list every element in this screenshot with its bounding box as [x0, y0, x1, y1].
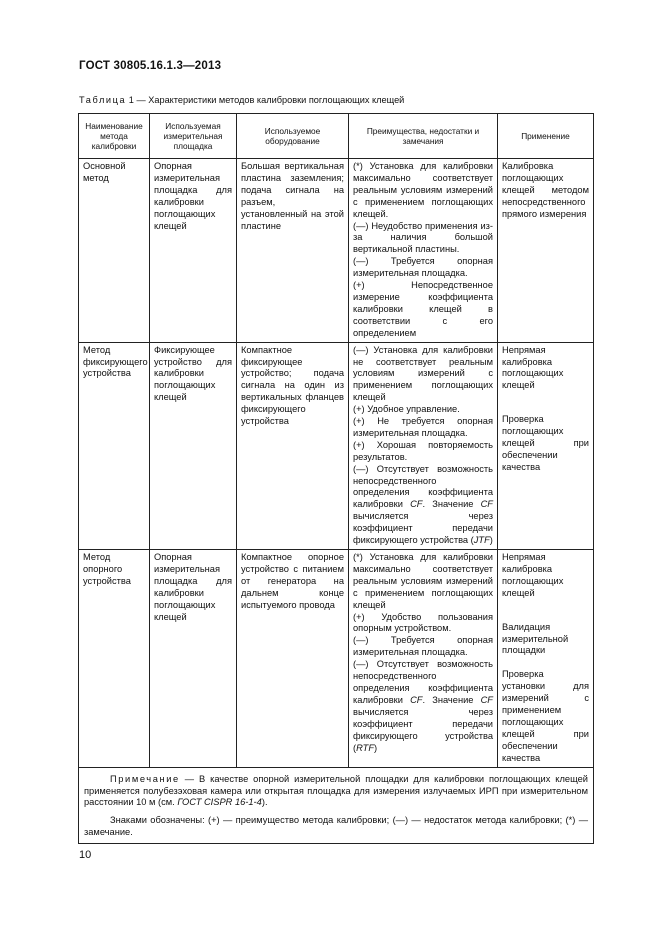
application-cell — [498, 550, 594, 768]
equipment-cell: Большая вертикальная пластина заземления; подача сигнала на разъем, установленный на этой пластине — [237, 159, 349, 343]
remarks-cell — [349, 550, 498, 768]
equipment-cell: Компактное фиксирующее устройство; подача сигнала на один из вертикальных фланцев фиксирующего устройства — [237, 342, 349, 549]
column-header: Используемое оборудование — [237, 114, 349, 159]
table-header-row — [79, 114, 594, 159]
column-header: Используемая измерительная площадка — [150, 114, 237, 159]
remark-item: (—) Установка для калибровки не соответствует реальным условиям измерений с применением поглощающих клещей — [353, 344, 493, 403]
application-item: Непрямая калибровка поглощающих клещей — [502, 552, 564, 598]
remark-item: (+) Не требуется опорная измерительная площадка. — [353, 416, 493, 438]
column-header: Преимущества, недостатки и замечания — [349, 114, 498, 159]
remark-item: (*) Установка для калибровки максимально соответствует реальным условиям измерений с применением поглощающих клещей — [353, 552, 493, 610]
method-cell: Основной метод — [79, 159, 150, 343]
abbreviation: CF — [480, 694, 493, 705]
abbreviation: JTF — [473, 535, 490, 546]
application-item: Калибровка поглощающих клещей методом непосредственного прямого измерения — [502, 161, 589, 219]
site-cell: Опорная измерительная площадка для калибровки поглощающих клещей — [150, 159, 237, 343]
page-number: 10 — [79, 849, 92, 861]
remark-item: (*) Установка для калибровки максимально соответствует реальным условиям измерений с применением поглощающих клещей. — [353, 161, 493, 219]
caption-dash: — — [133, 95, 149, 105]
equipment-cell: Компактное опорное устройство с питанием от генератора на дальнем конце испытуемого провода — [237, 550, 349, 768]
method-cell: Метод опорного устройства — [79, 550, 150, 768]
application-cell — [498, 159, 594, 343]
document-code: ГОСТ 30805.16.1.3—2013 — [79, 60, 222, 72]
calibration-methods-table — [78, 113, 594, 844]
abbreviation: RTF — [356, 742, 375, 753]
site-cell: Фиксирующее устройство для калибровки поглощающих клещей — [150, 342, 237, 549]
application-item: Валидация измерительной площадки — [502, 621, 569, 656]
remark-item: (+) Удобство пользования опорным устройством. — [353, 611, 493, 634]
remark-item: (—) Требуется опорная измерительная площадка. — [353, 635, 493, 658]
remarks-cell — [349, 159, 498, 343]
table-row — [79, 159, 594, 343]
note-cell — [79, 767, 594, 844]
application-item: Проверка поглощающих клещей при обеспечении качества — [502, 414, 589, 472]
remark-item: (—) Отсутствует возможность непосредственного определения коэффициента калибровки CF. Значение CF вычисляется через коэффициент передачи фиксирующего устройства (JTF) — [353, 463, 493, 546]
remark-item: (—) Требуется опорная измерительная площадка. — [353, 256, 493, 279]
site-cell: Опорная измерительная площадка для калибровки поглощающих клещей — [150, 550, 237, 768]
method-cell: Метод фиксирующего устройства — [79, 342, 150, 549]
remark-item: (+) Удобное управление. — [353, 404, 460, 415]
column-header: Наименование метода калибровки — [79, 114, 150, 159]
table-row — [79, 342, 594, 549]
note-text-end: ). — [261, 797, 268, 808]
abbreviation: CF — [480, 499, 493, 510]
note-text: В качестве опорной измерительной площадки для калибровки поглощающих клещей применяется полубезэховая камера или открытая площадка для измерения излучаемых ИРП при измерительном расстоянии 10 м (см. — [84, 773, 588, 808]
table-note-row — [79, 767, 594, 844]
table-row — [79, 550, 594, 768]
caption-text: Характеристики методов калибровки поглощающих клещей — [148, 95, 405, 105]
application-item: Проверка установки для измерений с применением поглощающих клещей при обеспечении качества — [502, 669, 589, 763]
column-header: Применение — [498, 114, 594, 159]
symbols-legend: Знаками обозначены: (+) — преимущество метода калибровки; (—) — недостаток метода калибровки; (*) — замечание. — [84, 815, 588, 838]
application-item: Непрямая калибровка поглощающих клещей — [502, 344, 564, 391]
table-caption — [79, 95, 404, 105]
abbreviation: CF — [410, 694, 423, 705]
remark-item: (+) Хорошая повторяемость результатов. — [353, 439, 493, 462]
note-label: Примечание — [110, 773, 180, 784]
caption-number: 1 — [128, 95, 134, 105]
remark-item: (+) Непосредственное измерение коэффициента калибровки клещей в соответствии с его определением — [353, 280, 493, 338]
remark-item: (—) Неудобство применения из-за наличия большой вертикальной пластины. — [353, 220, 493, 255]
abbreviation: CF — [410, 499, 423, 510]
caption-label: Таблица — [79, 95, 127, 105]
application-cell — [498, 342, 594, 549]
note-dash: — — [179, 773, 199, 784]
note-reference: ГОСТ CISPR 16-1-4 — [177, 797, 262, 808]
remark-item: (—) Отсутствует возможность непосредственного определения коэффициента калибровки CF. Значение CF вычисляется через коэффициент передачи фиксирующего устройства (RTF) — [353, 659, 493, 753]
remarks-cell — [349, 342, 498, 549]
table-note — [84, 774, 588, 810]
